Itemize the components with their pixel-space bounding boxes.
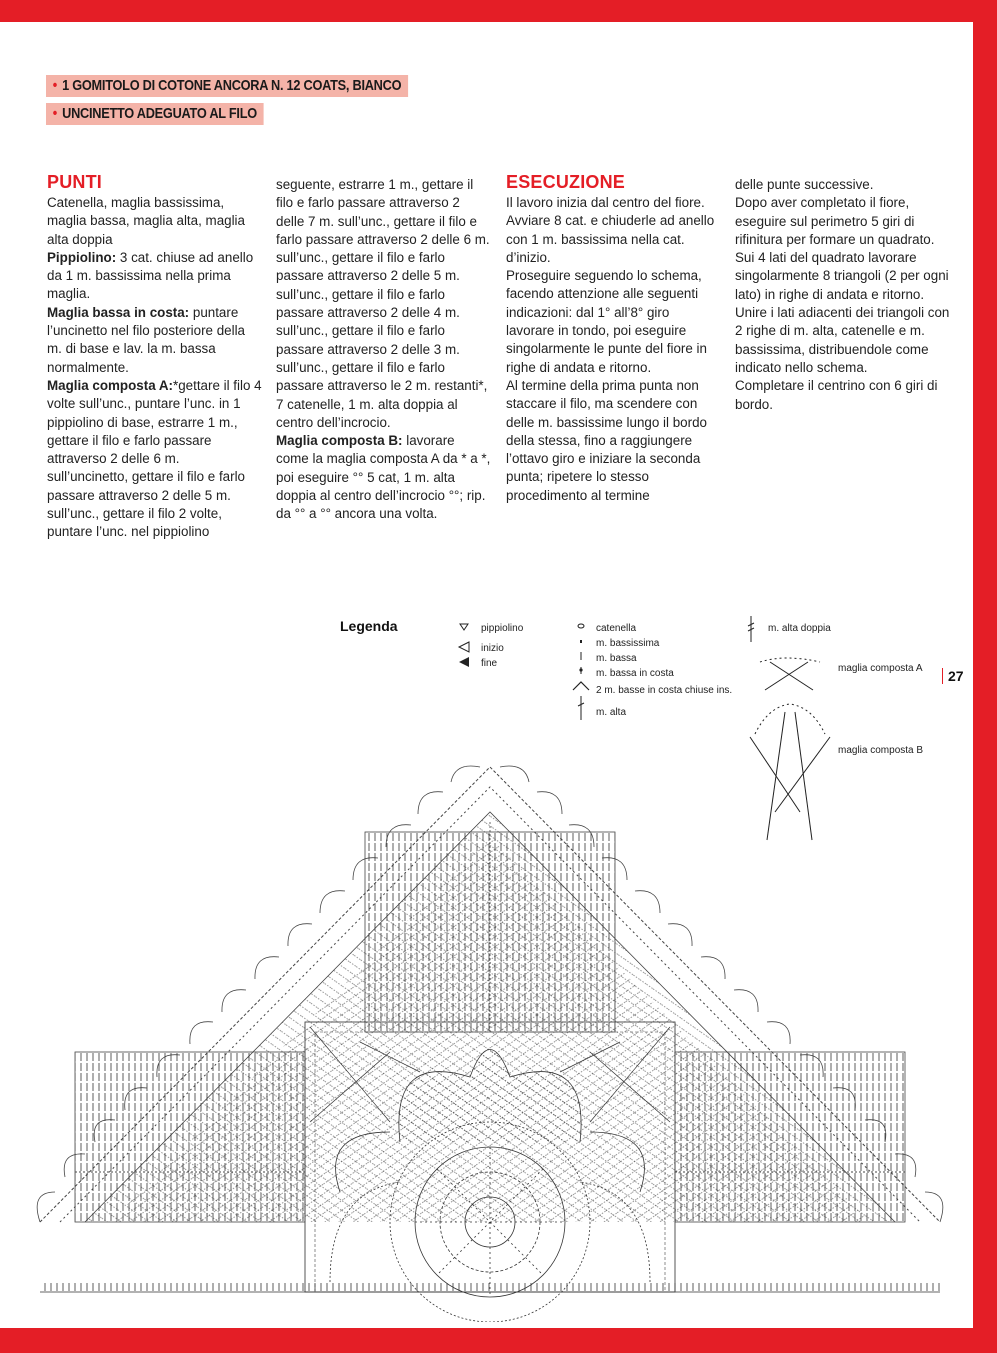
costa-icon [579, 668, 582, 671]
legend-inizio: inizio [481, 643, 504, 654]
legend-compA: maglia composta A [838, 663, 923, 674]
catenella-icon [578, 624, 584, 628]
compA-paragraph [47, 377, 262, 542]
costa-label: Maglia bassa in costa: [47, 304, 190, 320]
esecuzione-p4: delle punte successive. [735, 177, 874, 192]
esecuzione-p3: Al termine della prima punta non staccare il filo, ma scendere con delle m. bassissime lungo il bordo della stessa, fino a raggiungere l’ottavo giro e iniziare la seconda punta; ripetere lo stesso procedimento al termine [506, 377, 707, 503]
esecuzione-p8: Completare il centrino con 6 giri di bordo. [735, 378, 938, 412]
page-number: 27 [942, 668, 964, 684]
legend-costa2: 2 m. basse in costa chiuse ins. [596, 685, 733, 696]
legend-fine: fine [481, 658, 498, 669]
legend-compB: maglia composta B [838, 745, 924, 756]
legend-title: Legenda [340, 618, 398, 634]
compB-label: Maglia composta B: [276, 433, 403, 449]
material-tag-hook: • UNCINETTO ADEGUATO AL FILO [46, 103, 264, 125]
magazine-page [0, 22, 973, 1328]
fine-icon [459, 657, 469, 667]
legend-bassissima: m. bassissima [596, 638, 660, 649]
compB-paragraph [276, 432, 491, 523]
costa2-icon [573, 682, 589, 690]
esecuzione-p7: Unire i lati adiacenti dei triangoli con 2 righe di m. alta, catenelle e m. bassissima, distribuendole come indicato nello schema. [735, 305, 950, 375]
costa-paragraph [47, 304, 262, 377]
esecuzione-column-2 [735, 176, 950, 414]
legend-symbols-left [455, 620, 475, 670]
compA-icon [760, 658, 820, 690]
right-stitch-block [675, 1052, 905, 1222]
material-tag-yarn: • 1 GOMITOLO DI COTONE ANCORA N. 12 COATS, BIANCO [46, 75, 408, 97]
material-yarn-text: 1 GOMITOLO DI COTONE ANCORA N. 12 COATS, BIANCO [62, 77, 402, 94]
pippiolino-label: Pippiolino: [47, 249, 117, 265]
legend-alta-doppia: m. alta doppia [768, 623, 831, 634]
legend-costa: m. bassa in costa [596, 668, 674, 679]
inizio-icon [459, 642, 469, 652]
esecuzione-heading: ESECUZIONE [506, 172, 626, 192]
legend-pippiolino: pippiolino [481, 623, 524, 634]
costa-text: puntare l’uncinetto nel filo posteriore della m. di base e lav. la m. bassa normalmente. [47, 304, 246, 375]
compA-text: *gettare il filo 4 volte sull’unc., puntare l’unc. in 1 pippiolino di base, estrarre 1 m., gettare il filo e farlo passare attraverso 2 delle 6 m. sull’uncinetto, gettare il filo e farlo passare attraverso 2 delle 5 m. sull’unc., gettare il filo 2 volte, puntare l’unc. nel pippiolino [47, 377, 262, 540]
compA-label: Maglia composta A: [47, 377, 173, 393]
punti-heading: PUNTI [47, 172, 102, 192]
legend-symbols-middle [570, 620, 592, 730]
punti-column-2 [276, 176, 491, 524]
punti-intro: Catenella, maglia bassissima, maglia bassa, maglia alta, maglia alta doppia [47, 195, 245, 247]
pippiolino-paragraph [47, 249, 262, 304]
pippiolino-text: 3 cat. chiuse ad anello da 1 m. bassissima nella prima maglia. [47, 249, 254, 302]
esecuzione-column-1 [506, 172, 721, 505]
esecuzione-p1: Il lavoro inizia dal centro del fiore. Avviare 8 cat. e chiuderle ad anello con 1 m. bassissima nella cat. d’inizio. [506, 195, 715, 265]
esecuzione-p2: Proseguire seguendo lo schema, facendo attenzione alle seguenti indicazioni: dal 1° all’8° giro lavorare in tondo, poi eseguire singolarmente le punte del fiore in righe di andata e ritorno. [506, 268, 707, 375]
esecuzione-p5: Dopo aver completato il fiore, eseguire sul perimetro 5 giri di rifinitura per formare un quadrato. [735, 195, 935, 247]
esecuzione-p6: Sui 4 lati del quadrato lavorare singolarmente 8 triangoli (2 per ogni lato) in righe di andata e ritorno. [735, 250, 949, 302]
compA-continued: seguente, estrarre 1 m., gettare il filo e farlo passare attraverso 2 delle 7 m. sull’unc., gettare il filo e farlo passare attraverso 2 delle 6 m. sull’unc., gettare il filo e farlo passare attraverso 2 delle 5 m. sull’unc., gettare il filo e farlo passare attraverso 2 delle 4 m. sull’unc., gettare il filo e farlo passare attraverso 2 delle 3 m. sull’unc., gettare il filo e farlo passare attraverso le 2 m. restanti*, 7 catenelle, 1 m. alta doppia al centro dell’incrocio. [276, 177, 490, 430]
legend-alta: m. alta [596, 707, 627, 718]
legend-bassa: m. bassa [596, 653, 637, 664]
material-hook-text: UNCINETTO ADEGUATO AL FILO [62, 105, 257, 122]
legend-catenella: catenella [596, 623, 637, 634]
punti-column-1 [47, 172, 262, 542]
compB-text: lavorare come la maglia composta A da * a *, poi eseguire °° 5 cat, 1 m. alta doppia al centro dell’incrocio °°; rip. da °° a °° ancora una volta. [276, 433, 491, 522]
left-stitch-block [75, 1052, 305, 1222]
pippiolino-icon [460, 624, 468, 630]
crochet-chart [0, 722, 973, 1322]
